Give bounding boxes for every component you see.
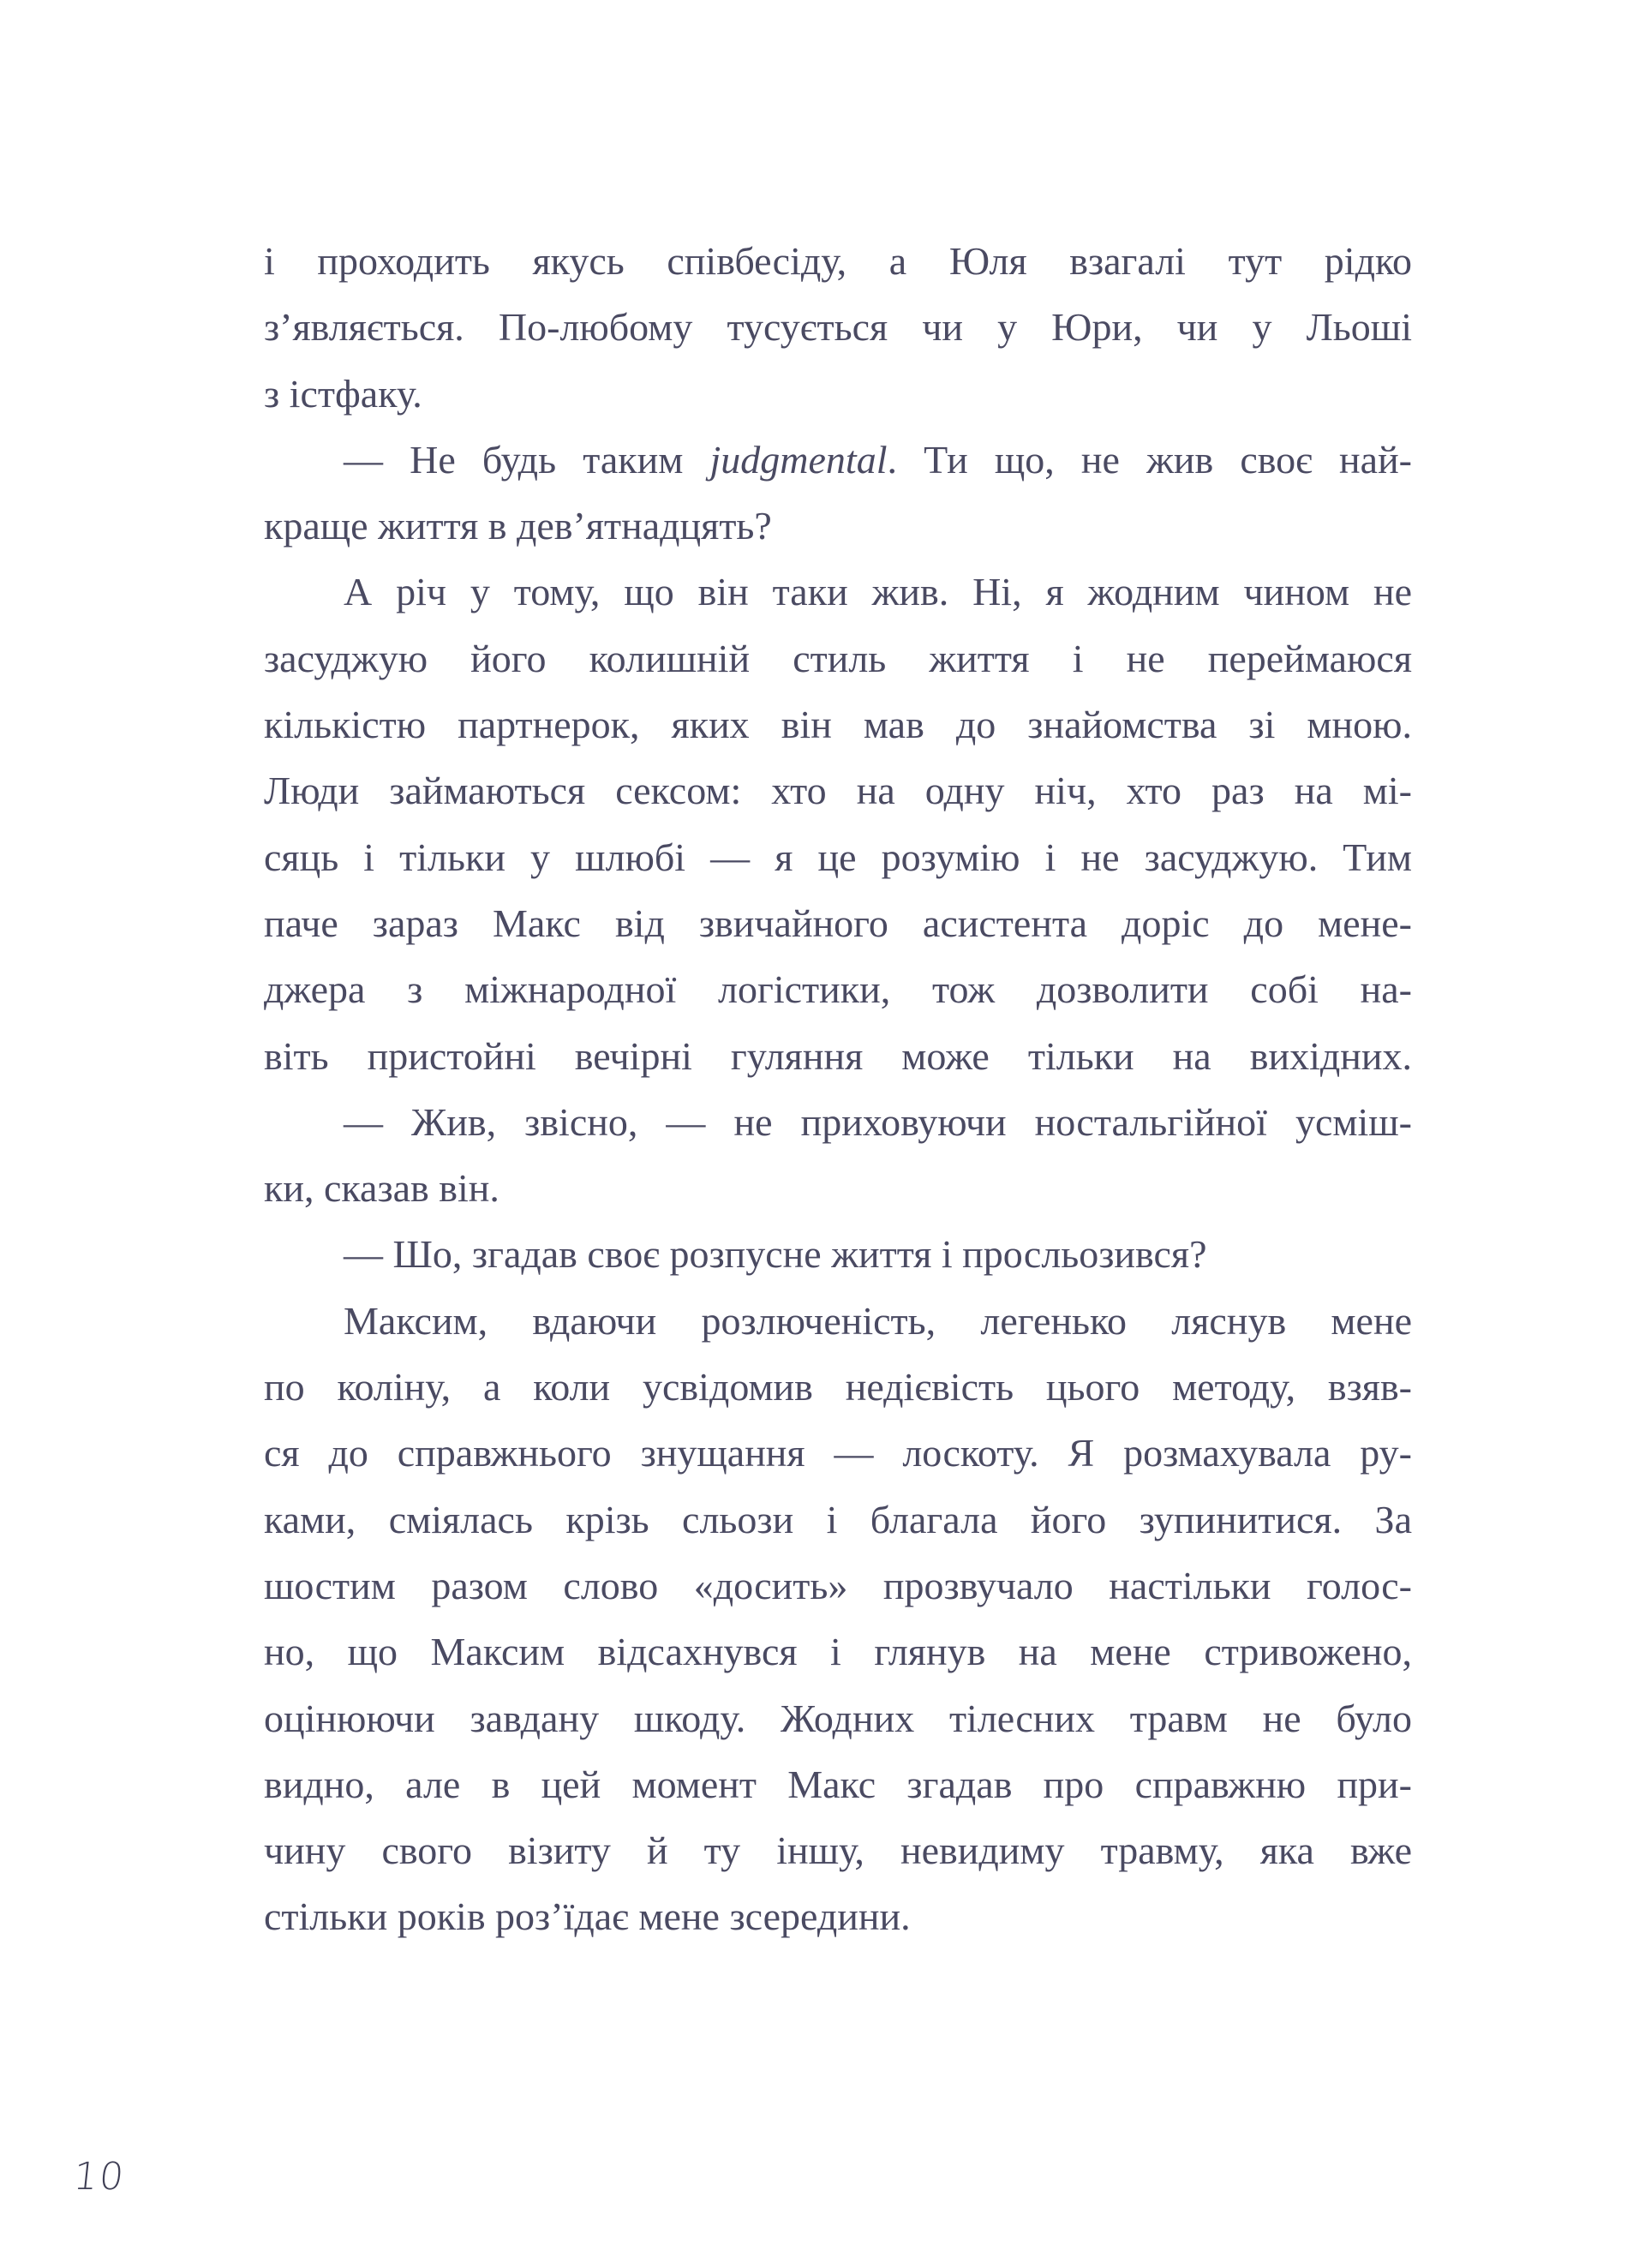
text-segment: А річ у тому, що він таки жив. Ні, я жодним чином не bbox=[344, 570, 1412, 614]
text-line bbox=[264, 1221, 1412, 1287]
text-line bbox=[264, 1089, 1412, 1155]
text-line bbox=[264, 956, 1412, 1022]
text-segment: по коліну, а коли усвідомив недієвість цього методу, взяв- bbox=[264, 1365, 1412, 1409]
text-segment: Максим, вдаючи розлюченість, легенько ляснув мене bbox=[344, 1298, 1412, 1343]
text-segment: Люди займаються сексом: хто на одну ніч, хто раз на мі- bbox=[264, 769, 1412, 813]
text-line bbox=[264, 1023, 1412, 1089]
text-segment: но, що Максим відсахнувся і глянув на мене стривожено, bbox=[264, 1630, 1412, 1674]
text-line bbox=[264, 824, 1412, 890]
text-line bbox=[264, 427, 1412, 493]
text-line bbox=[264, 361, 1412, 427]
body-text bbox=[264, 228, 1412, 1950]
text-line bbox=[264, 1883, 1412, 1949]
text-segment: з’являється. По-любому тусується чи у Юри, чи у Льоші bbox=[264, 305, 1412, 350]
text-segment: і проходить якусь співбесіду, а Юля взагалі тут рідко bbox=[264, 239, 1412, 283]
text-line bbox=[264, 559, 1412, 625]
text-line bbox=[264, 1685, 1412, 1751]
text-line bbox=[264, 1553, 1412, 1619]
text-line bbox=[264, 493, 1412, 559]
text-line bbox=[264, 294, 1412, 360]
text-segment: засуджую його колишній стиль життя і не переймаюся bbox=[264, 636, 1412, 680]
text-line bbox=[264, 1420, 1412, 1486]
text-line bbox=[264, 625, 1412, 691]
text-segment: — Не будь таким bbox=[344, 437, 710, 482]
text-segment: джера з міжнародної логістики, тож дозволити собі на- bbox=[264, 967, 1412, 1012]
text-line bbox=[264, 757, 1412, 823]
text-segment: ся до справжнього знущання — лоскоту. Я розмахувала ру- bbox=[264, 1431, 1412, 1475]
text-segment: стільки років роз’їдає мене зсередини. bbox=[264, 1894, 911, 1939]
text-line bbox=[264, 1817, 1412, 1883]
text-segment: ки, сказав він. bbox=[264, 1166, 499, 1211]
text-segment: чину свого візиту й ту іншу, невидиму травму, яка вже bbox=[264, 1828, 1412, 1873]
text-line bbox=[264, 1288, 1412, 1354]
text-segment: ками, сміялась крізь сльози і благала його зупинитися. За bbox=[264, 1497, 1412, 1541]
text-segment: з істфаку. bbox=[264, 371, 422, 416]
text-segment: краще життя в дев’ятнадцять? bbox=[264, 504, 772, 548]
text-line bbox=[264, 890, 1412, 956]
text-segment: віть пристойні вечірні гуляння може тільки на вихідних. bbox=[264, 1033, 1412, 1078]
text-segment: . Ти що, не жив своє най- bbox=[887, 437, 1412, 482]
text-segment: сяць і тільки у шлюбі — я це розумію і не засуджую. Тим bbox=[264, 835, 1412, 879]
text-line bbox=[264, 1155, 1412, 1221]
page-number: 10 bbox=[71, 2155, 128, 2199]
text-line bbox=[264, 1619, 1412, 1685]
text-segment: кількістю партнерок, яких він мав до знайомства зі мною. bbox=[264, 703, 1412, 747]
text-line bbox=[264, 691, 1412, 757]
text-segment: оцінюючи завдану шкоду. Жодних тілесних травм не було bbox=[264, 1696, 1412, 1740]
text-line bbox=[264, 1487, 1412, 1553]
text-segment: видно, але в цей момент Макс згадав про справжню при- bbox=[264, 1762, 1412, 1806]
text-segment: шостим разом слово «досить» прозвучало настільки голос- bbox=[264, 1563, 1412, 1607]
text-line bbox=[264, 228, 1412, 294]
italic-text: judgmental bbox=[709, 437, 888, 482]
text-segment: — Шо, згадав своє розпусне життя і просльозився? bbox=[344, 1232, 1207, 1277]
text-line bbox=[264, 1751, 1412, 1817]
text-segment: — Жив, звісно, — не приховуючи ностальгійної усміш- bbox=[344, 1099, 1412, 1144]
text-segment: паче зараз Макс від звичайного асистента доріс до мене- bbox=[264, 901, 1412, 945]
text-line bbox=[264, 1354, 1412, 1420]
